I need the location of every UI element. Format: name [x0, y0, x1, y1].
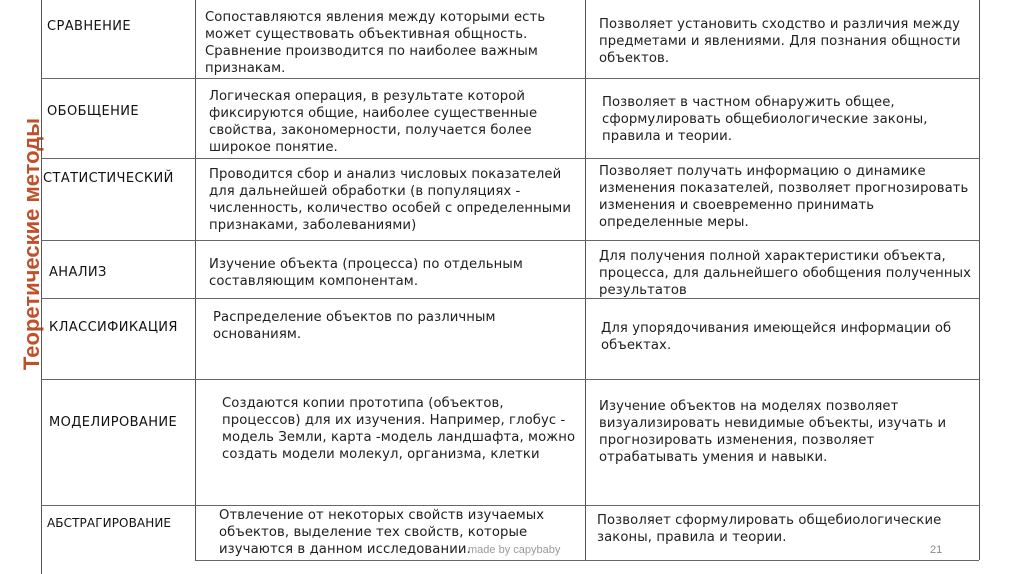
purpose-modeling: Изучение объектов на моделях позволяет визуализировать невидимые объекты, изучать и прогнозировать изменения, позволяет отрабатывать умения и навыки.	[599, 399, 947, 465]
methods-table	[41, 0, 982, 574]
column-divider-2	[585, 0, 586, 560]
term-generalization: ОБОБЩЕНИЕ	[47, 104, 140, 119]
description-modeling: Создаются копии прототипа (объектов, процессов) для их изучения. Например, глобус - модель Земли, карта -модель ландшафта, можно создать модели молекул, организма, клетки	[222, 396, 576, 462]
purpose-abstraction: Позволяет сформулировать общебиологические законы, правила и теории.	[597, 513, 942, 545]
table-border-right	[979, 0, 980, 560]
purpose-statistical: Позволяет получать информацию о динамике изменения показателей, позволяет прогнозировать изменения и своевременно принимать определенные меры.	[599, 164, 969, 230]
term-abstraction: АБСТРАГИРОВАНИЕ	[47, 516, 172, 530]
row-separator	[41, 158, 979, 159]
term-modeling: МОДЕЛИРОВАНИЕ	[49, 415, 178, 430]
term-analysis: АНАЛИЗ	[49, 265, 107, 280]
description-classification: Распределение объектов по различным основаниям.	[213, 310, 496, 342]
table-border-left	[41, 0, 42, 574]
column-divider-1	[195, 0, 196, 560]
purpose-generalization: Позволяет в частном обнаружить общее, сформулировать общебиологические законы, правила и теории.	[602, 95, 928, 144]
row-separator	[41, 505, 979, 506]
description-analysis: Изучение объекта (процесса) по отдельным составляющим компонентам.	[209, 257, 523, 289]
page-number: 21	[930, 544, 943, 556]
purpose-comparison: Позволяет установить сходство и различия между предметами и явлениями. Для познания общности объектов.	[599, 17, 961, 66]
description-abstraction: Отвлечение от некоторых свойств изучаемых объектов, выделение тех свойств, которые изучаются в данном исследовании.	[219, 508, 545, 557]
term-classification: КЛАССИФИКАЦИЯ	[49, 320, 178, 335]
row-separator	[41, 78, 979, 79]
purpose-analysis: Для получения полной характеристики объекта, процесса, для дальнейшего обобщения полученных результатов	[599, 249, 972, 298]
term-comparison: СРАВНЕНИЕ	[47, 19, 132, 34]
description-statistical: Проводится сбор и анализ числовых показателей для дальнейшей обработки (в популяциях - численность, количество особей с определенными признаками, заболеваниями)	[209, 167, 572, 233]
term-statistical: СТАТИСТИЧЕСКИЙ	[43, 171, 174, 186]
watermark: made by capybaby	[468, 544, 561, 556]
row-separator	[41, 379, 979, 380]
description-generalization: Логическая операция, в результате которой фиксируются общие, наиболее существенные свойства, закономерности, получается более широкое понятие.	[209, 89, 538, 155]
purpose-classification: Для упорядочивания имеющейся информации об объектах.	[601, 321, 952, 353]
description-comparison: Сопоставляются явления между которыми есть может существовать объективная общность. Сравнение производится по наиболее важным признакам.	[205, 10, 546, 76]
row-separator	[41, 240, 979, 241]
row-separator	[195, 560, 979, 561]
side-title: Теоретические методы	[19, 117, 44, 371]
